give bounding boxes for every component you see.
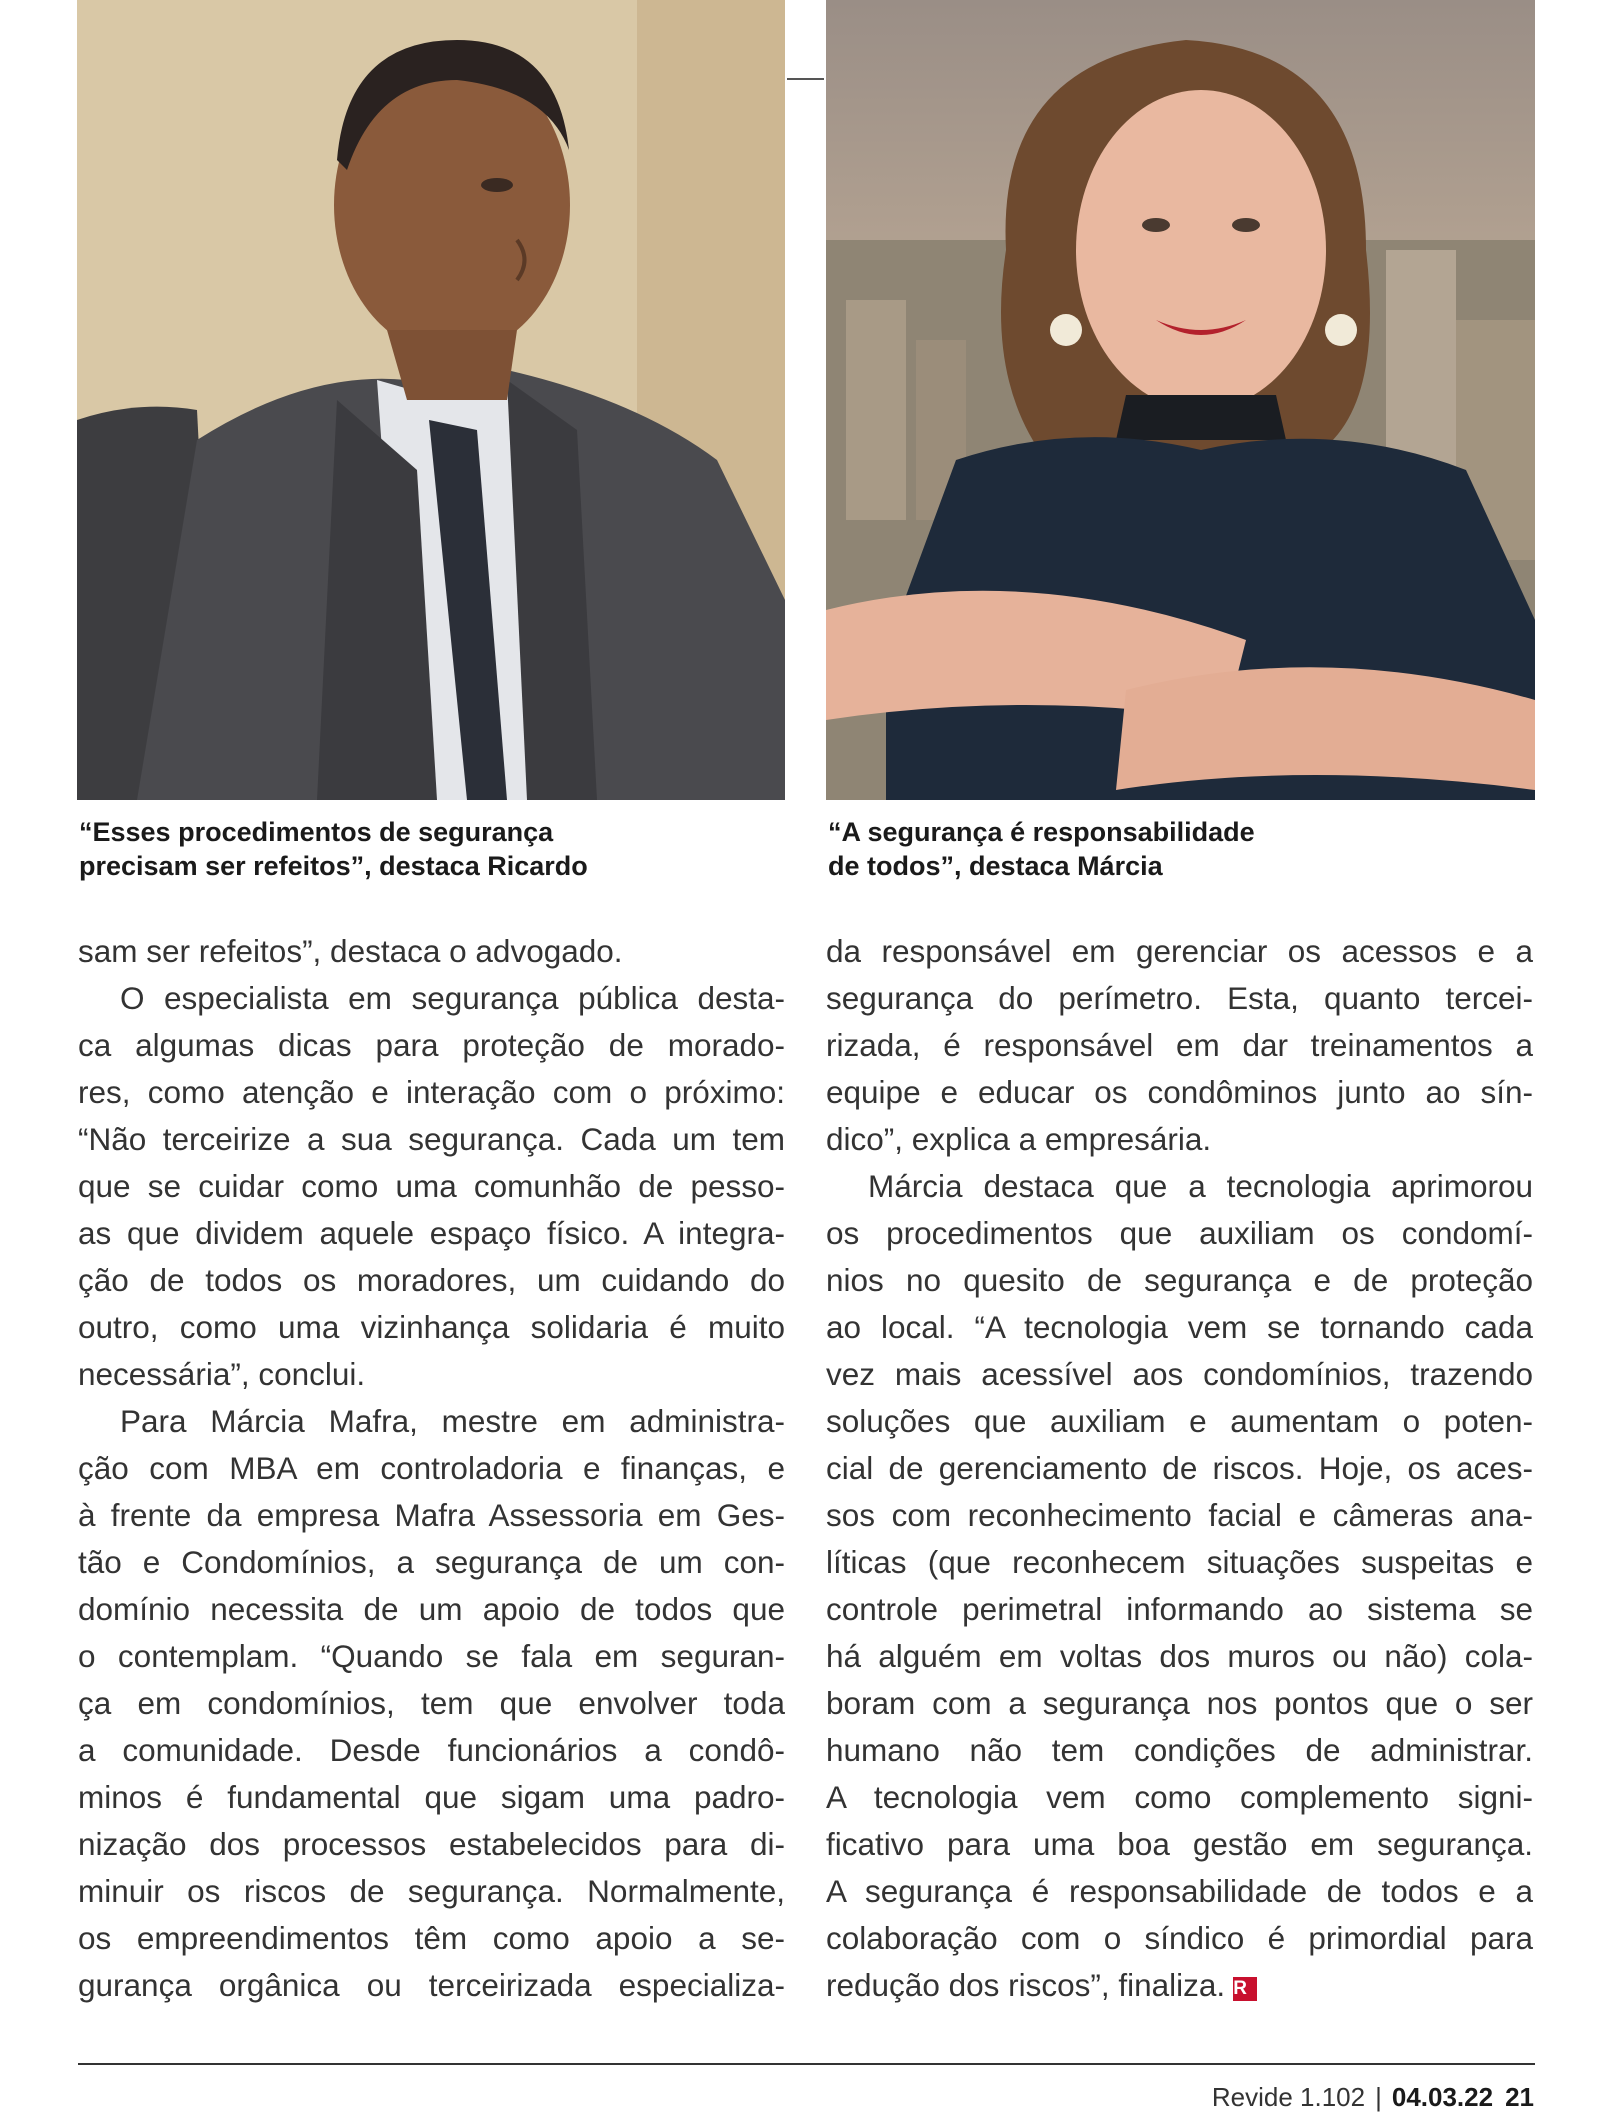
caption-line: precisam ser refeitos”, destaca Ricardo (79, 851, 588, 881)
text-line: segurança do perímetro. Esta, quanto tercei- (826, 980, 1533, 1016)
text-line: nização dos processos estabelecidos para di- (78, 1826, 785, 1862)
text-line: ca algumas dicas para proteção de morado- (78, 1027, 785, 1063)
text-line: colaboração com o síndico é primordial para (826, 1920, 1533, 1956)
text-line: gurança orgânica ou terceirizada especializa- (78, 1967, 785, 2003)
text-line: a comunidade. Desde funcionários a condô- (78, 1732, 785, 1768)
text-line: tão e Condomínios, a segurança de um con- (78, 1544, 785, 1580)
caption-line: “Esses procedimentos de segurança (79, 817, 554, 847)
portrait-man-image (77, 0, 785, 800)
text-line: ção com MBA em controladoria e finanças, e (78, 1450, 785, 1486)
text-line: A segurança é responsabilidade de todos e a (826, 1873, 1533, 1909)
page-footer (1212, 2081, 1534, 2113)
text-line: sam ser refeitos”, destaca o advogado. (78, 933, 623, 969)
text-line: dico”, explica a empresária. (826, 1121, 1212, 1157)
photo-marcia (826, 0, 1535, 800)
magazine-issue: Revide 1.102 (1211, 2082, 1366, 2112)
photo-ricardo (77, 0, 785, 800)
text-line: à frente da empresa Mafra Assessoria em Ges- (78, 1497, 785, 1533)
text-line-final (826, 1962, 1533, 2009)
text-line: o contemplam. “Quando se fala em seguran- (78, 1638, 785, 1674)
paragraph (78, 1398, 785, 2009)
text-line: outro, como uma vizinhança solidaria é muito (78, 1309, 785, 1345)
text-line: O especialista em segurança pública desta- (120, 980, 785, 1016)
text-line: nios no quesito de segurança e de proteção (826, 1262, 1533, 1298)
text-line: cial de gerenciamento de riscos. Hoje, os aces- (826, 1450, 1533, 1486)
text-line: necessária”, conclui. (78, 1356, 366, 1392)
portrait-woman-image (826, 0, 1535, 800)
end-of-article-mark: R (1233, 1977, 1257, 2001)
top-divider (787, 78, 824, 80)
paragraph (826, 928, 1533, 1163)
text-line: que se cuidar como uma comunhão de pesso- (78, 1168, 785, 1204)
article-column-right (826, 928, 1533, 2009)
photo-caption-right (828, 815, 1528, 883)
issue-date: 04.03.22 (1391, 2082, 1494, 2112)
text-line: domínio necessita de um apoio de todos que (78, 1591, 785, 1627)
footer-divider (78, 2063, 1535, 2065)
paragraph (826, 1163, 1533, 2009)
text-line: os empreendimentos têm como apoio a se- (78, 1920, 785, 1956)
text-line: controle perimetral informando ao sistema se (826, 1591, 1533, 1627)
text-line: humano não tem condições de administrar. (826, 1732, 1533, 1768)
text-line: redução dos riscos”, finaliza. (826, 1967, 1226, 2003)
text-line: minuir os riscos de segurança. Normalmente, (78, 1873, 785, 1909)
caption-line: de todos”, destaca Márcia (828, 851, 1163, 881)
text-line: há alguém em voltas dos muros ou não) cola- (826, 1638, 1533, 1674)
paragraph (78, 975, 785, 1398)
text-line: sos com reconhecimento facial e câmeras ana- (826, 1497, 1533, 1533)
text-line: “Não terceirize a sua segurança. Cada um tem (78, 1121, 785, 1157)
text-line: boram com a segurança nos pontos que o ser (826, 1685, 1533, 1721)
caption-line: “A segurança é responsabilidade (828, 817, 1255, 847)
text-line: líticas (que reconhecem situações suspeitas e (826, 1544, 1533, 1580)
text-line: equipe e educar os condôminos junto ao sín- (826, 1074, 1533, 1110)
text-line: Márcia destaca que a tecnologia aprimorou (868, 1168, 1533, 1204)
photo-caption-left (79, 815, 779, 883)
page-number: 21 (1505, 2082, 1534, 2112)
text-line: ça em condomínios, tem que envolver toda (78, 1685, 785, 1721)
text-line: ao local. “A tecnologia vem se tornando cada (826, 1309, 1533, 1345)
text-line: Para Márcia Mafra, mestre em administra- (120, 1403, 785, 1439)
article-column-left (78, 928, 785, 2009)
text-line: ficativo para uma boa gestão em segurança. (826, 1826, 1533, 1862)
text-line: vez mais acessível aos condomínios, trazendo (826, 1356, 1533, 1392)
text-line: minos é fundamental que sigam uma padro- (78, 1779, 785, 1815)
text-line: ção de todos os moradores, um cuidando do (78, 1262, 785, 1298)
text-line: os procedimentos que auxiliam os condomí- (826, 1215, 1533, 1251)
footer-separator: | (1375, 2082, 1382, 2112)
text-line: rizada, é responsável em dar treinamentos a (826, 1027, 1533, 1063)
text-line: da responsável em gerenciar os acessos e a (826, 933, 1533, 969)
text-line: as que dividem aquele espaço físico. A integra- (78, 1215, 785, 1251)
text-line: soluções que auxiliam e aumentam o poten- (826, 1403, 1533, 1439)
text-line: A tecnologia vem como complemento signi- (826, 1779, 1533, 1815)
text-line: res, como atenção e interação com o próximo: (78, 1074, 785, 1110)
paragraph (78, 928, 785, 975)
